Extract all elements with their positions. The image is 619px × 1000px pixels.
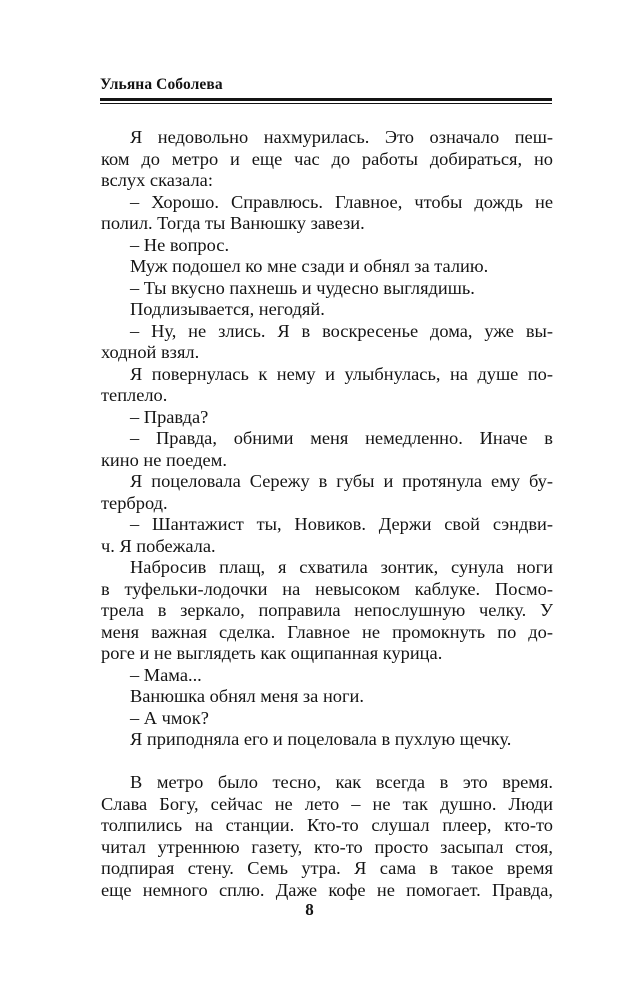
- text-line: Подлизывается, негодяй.: [130, 299, 325, 319]
- text-line: Я недовольно нахмурилась. Это означало пеш-: [130, 127, 553, 147]
- text-line: вслух сказала:: [101, 170, 213, 190]
- paragraph: [101, 471, 553, 514]
- header-rule-thin: [100, 103, 552, 104]
- paragraph: [101, 235, 553, 257]
- text-line: роге и не выглядеть как ощипанная курица.: [101, 643, 443, 663]
- text-line: трела в зеркало, поправила непослушную челку. У: [101, 600, 553, 620]
- text-line: толпились на станции. Кто-то слушал плеер, кто-то: [101, 815, 553, 835]
- text-line: Я поцеловала Сережу в губы и протянула ему бу-: [130, 471, 553, 491]
- paragraph: [101, 321, 553, 364]
- paragraph: [101, 278, 553, 300]
- text-line: – Не вопрос.: [130, 234, 230, 255]
- text-line: В метро было тесно, как всегда в это время.: [130, 772, 553, 792]
- text-line: в туфельки-лодочки на невысоком каблуке. Посмо-: [101, 578, 553, 599]
- text-line: кино не поедем.: [101, 449, 227, 470]
- body-text: [101, 127, 553, 901]
- text-line: – Шантажист ты, Новиков. Держи свой сэндви-: [130, 514, 553, 534]
- text-line: Я повернулась к нему и улыбнулась, на душе по-: [130, 363, 553, 384]
- paragraph-gap: [101, 751, 553, 773]
- paragraph: [101, 686, 553, 708]
- text-line: меня важная сделка. Главное не промокнуть по до-: [101, 621, 553, 642]
- text-line: ходной взял.: [101, 342, 200, 362]
- text-line: – Ты вкусно пахнешь и чудесно выглядишь.: [130, 277, 475, 298]
- text-line: ч. Я побежала.: [101, 535, 216, 556]
- text-line: еще немного сплю. Даже кофе не помогает. Правда,: [101, 879, 553, 900]
- text-line: – Правда, обними меня немедленно. Иначе в: [130, 428, 553, 448]
- text-line: полил. Тогда ты Ванюшку завези.: [101, 213, 365, 233]
- paragraph: [101, 299, 553, 321]
- text-line: Муж подошел ко мне сзади и обнял за талию.: [130, 256, 489, 276]
- author-name: Ульяна Соболева: [100, 76, 223, 93]
- text-line: читал утреннюю газету, кто-то просто засыпал стоя,: [101, 836, 553, 857]
- paragraph: [101, 772, 553, 901]
- paragraph: [101, 192, 553, 235]
- text-line: – Мама...: [130, 664, 202, 685]
- text-line: Набросив плащ, я схватила зонтик, сунула ноги: [130, 557, 553, 577]
- text-line: теплело.: [101, 385, 168, 405]
- text-line: – Хорошо. Справлюсь. Главное, чтобы дождь не: [130, 191, 553, 212]
- page-number: 8: [305, 900, 314, 919]
- text-line: подпирая стену. Семь утра. Я сама в такое время: [101, 858, 553, 878]
- text-line: Слава Богу, сейчас не лето – не так душно. Люди: [101, 793, 553, 814]
- text-line: терброд.: [101, 492, 168, 513]
- paragraph: [101, 514, 553, 557]
- paragraph: [101, 407, 553, 429]
- paragraph: [101, 127, 553, 192]
- header-rule-thick: [100, 98, 552, 101]
- paragraph: [101, 665, 553, 687]
- text-line: Я приподняла его и поцеловала в пухлую щечку.: [130, 729, 512, 749]
- paragraph: [101, 729, 553, 751]
- text-line: – А чмок?: [130, 707, 209, 728]
- text-line: – Ну, не злись. Я в воскресенье дома, уже вы-: [130, 320, 553, 341]
- text-line: Ванюшка обнял меня за ноги.: [130, 686, 364, 706]
- text-line: ком до метро и еще час до работы добираться, но: [101, 148, 553, 169]
- paragraph: [101, 708, 553, 730]
- paragraph: [101, 428, 553, 471]
- text-line: – Правда?: [130, 406, 209, 427]
- running-header: [100, 76, 552, 104]
- paragraph: [101, 256, 553, 278]
- paragraph: [101, 557, 553, 665]
- paragraph: [101, 364, 553, 407]
